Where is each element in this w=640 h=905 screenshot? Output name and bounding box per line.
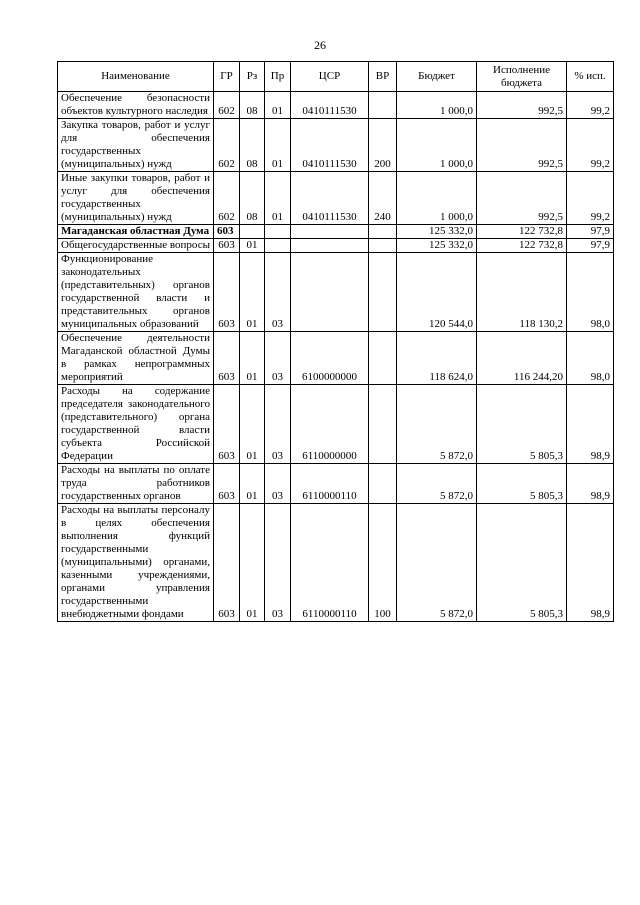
- cell-name: Закупка товаров, работ и услуг для обеспечения государственных (муниципальных) нужд: [58, 119, 214, 172]
- cell-name: Функционирование законодательных (представительных) органов государственной власти и представительных органов муниципальных образований: [58, 253, 214, 332]
- cell-budget: 125 332,0: [397, 225, 477, 239]
- header-csr: ЦСР: [291, 62, 369, 92]
- cell-name: Магаданская областная Дума: [58, 225, 214, 239]
- cell-gr: 603: [214, 239, 240, 253]
- cell-percent: 98,0: [567, 332, 614, 385]
- cell-budget: 1 000,0: [397, 172, 477, 225]
- cell-name: Обеспечение безопасности объектов культурного наследия: [58, 92, 214, 119]
- cell-csr: 0410111530: [291, 119, 369, 172]
- table-row: [58, 92, 614, 119]
- cell-percent: 97,9: [567, 225, 614, 239]
- cell-csr: [291, 225, 369, 239]
- cell-rz: 01: [240, 385, 265, 464]
- cell-percent: 99,2: [567, 119, 614, 172]
- table-row: [58, 225, 614, 239]
- cell-rz: 01: [240, 504, 265, 622]
- cell-gr: 602: [214, 119, 240, 172]
- header-pr: Пр: [265, 62, 291, 92]
- cell-execution: 5 805,3: [477, 464, 567, 504]
- table-row: [58, 504, 614, 622]
- cell-percent: 98,0: [567, 253, 614, 332]
- cell-name: Расходы на выплаты персоналу в целях обеспечения выполнения функций государственными (муниципальными) органами, казенными учреждениями, органами управления государственными внебюджетными фондами: [58, 504, 214, 622]
- cell-gr: 602: [214, 172, 240, 225]
- cell-percent: 99,2: [567, 92, 614, 119]
- cell-vr: [369, 92, 397, 119]
- cell-gr: 603: [214, 253, 240, 332]
- cell-csr: 0410111530: [291, 172, 369, 225]
- cell-rz: 01: [240, 239, 265, 253]
- cell-pr: 03: [265, 504, 291, 622]
- cell-budget: 1 000,0: [397, 92, 477, 119]
- table-header-row: [58, 62, 614, 92]
- cell-vr: [369, 253, 397, 332]
- cell-name: Общегосударственные вопросы: [58, 239, 214, 253]
- cell-name: Иные закупки товаров, работ и услуг для обеспечения государственных (муниципальных) нужд: [58, 172, 214, 225]
- cell-execution: 122 732,8: [477, 239, 567, 253]
- cell-execution: 992,5: [477, 119, 567, 172]
- cell-vr: 240: [369, 172, 397, 225]
- cell-execution: 116 244,20: [477, 332, 567, 385]
- cell-pr: 03: [265, 385, 291, 464]
- cell-csr: 0410111530: [291, 92, 369, 119]
- cell-gr: 603: [214, 225, 240, 239]
- cell-name: Расходы на содержание председателя законодательного (представительного) органа государственной власти субъекта Российской Федерации: [58, 385, 214, 464]
- table-row: [58, 385, 614, 464]
- cell-vr: [369, 464, 397, 504]
- cell-gr: 603: [214, 504, 240, 622]
- cell-pr: 01: [265, 172, 291, 225]
- cell-rz: 08: [240, 119, 265, 172]
- cell-name: Расходы на выплаты по оплате труда работников государственных органов: [58, 464, 214, 504]
- cell-csr: 6110000000: [291, 385, 369, 464]
- cell-pr: 03: [265, 253, 291, 332]
- cell-percent: 98,9: [567, 464, 614, 504]
- cell-execution: 992,5: [477, 92, 567, 119]
- cell-budget: 118 624,0: [397, 332, 477, 385]
- cell-pr: 03: [265, 464, 291, 504]
- cell-rz: 01: [240, 332, 265, 385]
- cell-percent: 97,9: [567, 239, 614, 253]
- cell-percent: 98,9: [567, 385, 614, 464]
- header-budget: Бюджет: [397, 62, 477, 92]
- cell-name: Обеспечение деятельности Магаданской областной Думы в рамках непрограммных мероприятий: [58, 332, 214, 385]
- cell-execution: 122 732,8: [477, 225, 567, 239]
- cell-gr: 602: [214, 92, 240, 119]
- cell-rz: [240, 225, 265, 239]
- cell-vr: 100: [369, 504, 397, 622]
- table-row: [58, 172, 614, 225]
- cell-budget: 120 544,0: [397, 253, 477, 332]
- table-row: [58, 332, 614, 385]
- cell-execution: 992,5: [477, 172, 567, 225]
- table-row: [58, 253, 614, 332]
- cell-vr: 200: [369, 119, 397, 172]
- cell-vr: [369, 239, 397, 253]
- cell-vr: [369, 332, 397, 385]
- page-number: 26: [314, 38, 326, 52]
- budget-table: [57, 61, 614, 622]
- cell-csr: 6110000110: [291, 464, 369, 504]
- cell-pr: [265, 239, 291, 253]
- cell-budget: 1 000,0: [397, 119, 477, 172]
- cell-csr: 6110000110: [291, 504, 369, 622]
- cell-rz: 08: [240, 92, 265, 119]
- cell-csr: 6100000000: [291, 332, 369, 385]
- header-gr: ГР: [214, 62, 240, 92]
- cell-pr: [265, 225, 291, 239]
- cell-percent: 99,2: [567, 172, 614, 225]
- cell-pr: 03: [265, 332, 291, 385]
- cell-execution: 118 130,2: [477, 253, 567, 332]
- cell-rz: 01: [240, 464, 265, 504]
- cell-budget: 5 872,0: [397, 504, 477, 622]
- cell-pr: 01: [265, 119, 291, 172]
- cell-gr: 603: [214, 464, 240, 504]
- cell-budget: 125 332,0: [397, 239, 477, 253]
- cell-execution: 5 805,3: [477, 385, 567, 464]
- cell-rz: 01: [240, 253, 265, 332]
- table-row: [58, 119, 614, 172]
- cell-rz: 08: [240, 172, 265, 225]
- cell-execution: 5 805,3: [477, 504, 567, 622]
- header-rz: Рз: [240, 62, 265, 92]
- table-row: [58, 464, 614, 504]
- cell-vr: [369, 225, 397, 239]
- header-percent: % исп.: [567, 62, 614, 92]
- cell-budget: 5 872,0: [397, 385, 477, 464]
- header-name: Наименование: [58, 62, 214, 92]
- cell-gr: 603: [214, 385, 240, 464]
- cell-vr: [369, 385, 397, 464]
- cell-gr: 603: [214, 332, 240, 385]
- cell-csr: [291, 253, 369, 332]
- table-row: [58, 239, 614, 253]
- cell-pr: 01: [265, 92, 291, 119]
- header-vr: ВР: [369, 62, 397, 92]
- header-execution: Исполнение бюджета: [477, 62, 567, 92]
- cell-csr: [291, 239, 369, 253]
- cell-budget: 5 872,0: [397, 464, 477, 504]
- cell-percent: 98,9: [567, 504, 614, 622]
